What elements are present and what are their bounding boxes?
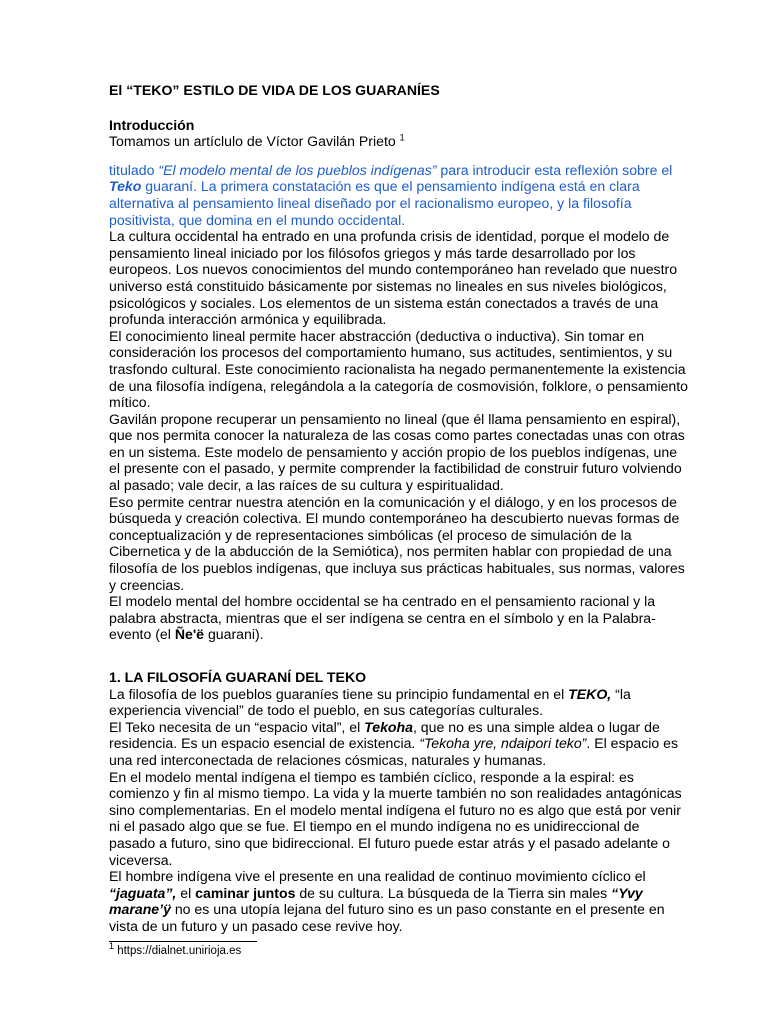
teko-term: Teko [109,178,142,195]
paragraph-1: La cultura occidental ha entrado en una profunda crisis de identidad, porque el modelo de pensamiento lineal iniciado por los filósofos griegos y más tarde desarrollado por los europeos. Los nuevos conocimientos del mundo contemporáneo han revelado que nuestro universo está constituido básicamente por sistemas no lineales en sus niveles biológicos, psicológicos y sociales. Los elementos de un sistema están conectados a través de una profunda interacción armónica y equilibrada. [109,228,678,328]
document-title: El “TEKO” ESTILO DE VIDA DE LOS GUARANÍES [109,82,440,98]
section-1-para-1: La filosofía de los pueblos guaraníes tiene su principio fundamental en el TEKO, “la experiencia vivencial” de todo el pueblo, en sus categorías culturales. [109,685,631,719]
footnote-link: https://dialnet.unirioja.es [117,944,242,957]
footnote: $^1$ https://dialnet.unirioja.es [109,940,242,957]
footnote-separator [109,941,257,942]
article-title: “El modelo mental de los pueblos indígenas” [158,161,437,178]
section-1-para-2: El Teko necesita de un “espacio vital”, el Tekoha, que no es una simple aldea o lugar de residencia. Es un espacio esencial de existencia. “Tekoha yre, ndaipori teko”. El espacio es una red interconectada de relaciones cósmicas, naturales y humanas. [109,718,679,768]
intro-line: Tomamos un artíclulo de Víctor Gavilán Prieto $^1$ [109,132,405,150]
footnote-mark: 1 [399,132,405,143]
intro-heading: Introducción [109,116,195,133]
section-1-heading: 1. LA FILOSOFÍA GUARANÍ DEL TEKO [109,669,367,685]
section-1-para-4: El hombre indígena vive el presente en una realidad de continuo movimiento cíclico el “jaguata”, el caminar juntos de su cultura. La búsqueda de la Tierra sin males “Yvy marane’ÿ no es una utopía lejana del futuro sino es un paso constante en el presente en vista de un futuro y un pasado cese revive hoy. [109,868,665,934]
intro-blue-paragraph: titulado “El modelo mental de los pueblos indígenas” para introducir esta reflexión sobre el Teko guaraní. La primera constatación es que el pensamiento indígena está en clara alternativa al pensamiento lineal diseñado por el racionalismo europeo, y la filosofía positivista, que domina en el mundo occidental. [109,161,673,228]
nee-term: Ñe'ë [174,626,205,643]
section-1-para-3: En el modelo mental indígena el tiempo es también cíclico, responde a la espiral: es comienzo y fin al mismo tiempo. La vida y la muerte también no son realidades antagónicas sino complementarias. En el modelo mental indígena el futuro no es algo que está por venir ni el pasado algo que se fue. El tiempo en el mundo indígena no es unidireccional de pasado a futuro, sino que bidireccional. El futuro puede estar atrás y el pasado adelante o viceversa. [109,768,682,868]
document-page [109,82,689,958]
paragraph-4: Eso permite centrar nuestra atención en la comunicación y el diálogo, y en los procesos de búsqueda y creación colectiva. El mundo contemporáneo ha descubierto nuevas formas de conceptualización y de representaciones simbólicas (el proceso de simulación de la Cibernetica y de la abducción de la Semiótica), nos permiten hablar con propiedad de una filosofía de los pueblos indígenas, que incluya sus prácticas habituales, sus normas, valores y creencias. [109,493,685,593]
paragraph-2: El conocimiento lineal permite hacer abstracción (deductiva o inductiva). Sin tomar en consideración los procesos del comportamiento humano, sus actitudes, sentimientos, y su trasfondo cultural. Este conocimiento racionalista ha negado permanentemente la existencia de una filosofía indígena, relegándola a la categoría de cosmovisión, folklore, o pensamiento mítico. [109,327,688,411]
paragraph-5: El modelo mental del hombre occidental se ha centrado en el pensamiento racional y la palabra abstracta, mientras que el ser indígena se centra en el símbolo y en la Palabra-evento (el Ñe'ë guarani). [109,593,656,643]
paragraph-3: Gavilán propone recuperar un pensamiento no lineal (que él llama pensamiento en espiral), que nos permita conocer la naturaleza de las cosas como partes conectadas unas con otras en un sistema. Este modelo de pensamiento y acción propio de los pueblos indígenas, une el presente con el pasado, y permite comprender la factibilidad de construir futuro volviendo al pasado; vale decir, a las raíces de su cultura y espiritualidad. [109,410,685,494]
